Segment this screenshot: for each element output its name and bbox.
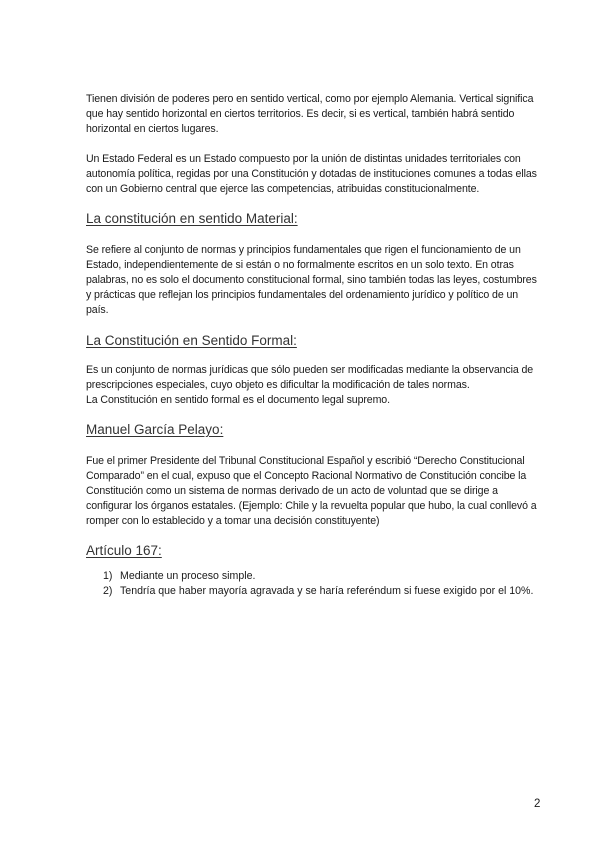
list-item-text: Tendría que haber mayoría agravada y se haría referéndum si fuese exigido por el 10%.	[120, 585, 534, 597]
articulo-167-list	[86, 569, 542, 599]
list-item-text: Mediante un proceso simple.	[120, 570, 256, 582]
heading-constitucion-formal: La Constitución en Sentido Formal:	[86, 333, 297, 348]
heading-constitucion-material: La constitución en sentido Material:	[86, 211, 298, 226]
paragraph-vertical-division: Tienen división de poderes pero en sentido vertical, como por ejemplo Alemania. Vertical significa que hay sentido horizontal en ciertos territorios. Es decir, si es vertical, también habrá sentido horizontal en ciertos lugares.	[86, 93, 534, 135]
paragraph-documento-legal-supremo: La Constitución en sentido formal es el documento legal supremo.	[86, 394, 390, 406]
list-item-number: 2)	[103, 585, 113, 597]
paragraph-constitucion-formal: Es un conjunto de normas jurídicas que sólo pueden ser modificadas mediante la observancia de prescripciones especiales, cuyo objeto es dificultar la modificación de tales normas.	[86, 364, 534, 391]
document-page	[86, 92, 542, 599]
paragraph-manuel-garcia-pelayo: Fue el primer Presidente del Tribunal Constitucional Español y escribió “Derecho Constitucional Comparado” en el cual, expuso que el Concepto Racional Normativo de Constitución concibe la Constitución como un sistema de normas derivado de un acto de voluntad que se dirige a configurar los órganos estatales. (Ejemplo: Chile y la revuelta popular que hubo, la cual conllevó a romper con lo establecido y a tomar una decisión constituyente)	[86, 455, 537, 527]
list-item-number: 1)	[103, 570, 113, 582]
heading-articulo-167: Artículo 167:	[86, 543, 162, 558]
heading-manuel-garcia-pelayo: Manuel García Pelayo:	[86, 422, 224, 437]
list-item	[86, 584, 542, 599]
paragraph-estado-federal: Un Estado Federal es un Estado compuesto por la unión de distintas unidades territoriales con autonomía política, regidas por una Constitución y dotadas de instituciones comunes a todas ellas con un Gobierno central que ejerce las competencias, atribuidas constitucionalmente.	[86, 153, 537, 195]
paragraph-constitucion-material: Se refiere al conjunto de normas y principios fundamentales que rigen el funcionamiento de un Estado, independientemente de si están o no formalmente escritos en un solo texto. En otras palabras, no es solo el documento constitucional formal, sino también todas las leyes, costumbres y prácticas que reflejan los principios fundamentales del ordenamiento jurídico y político de un país.	[86, 244, 537, 316]
page-number: 2	[534, 798, 541, 810]
list-item	[86, 569, 542, 584]
